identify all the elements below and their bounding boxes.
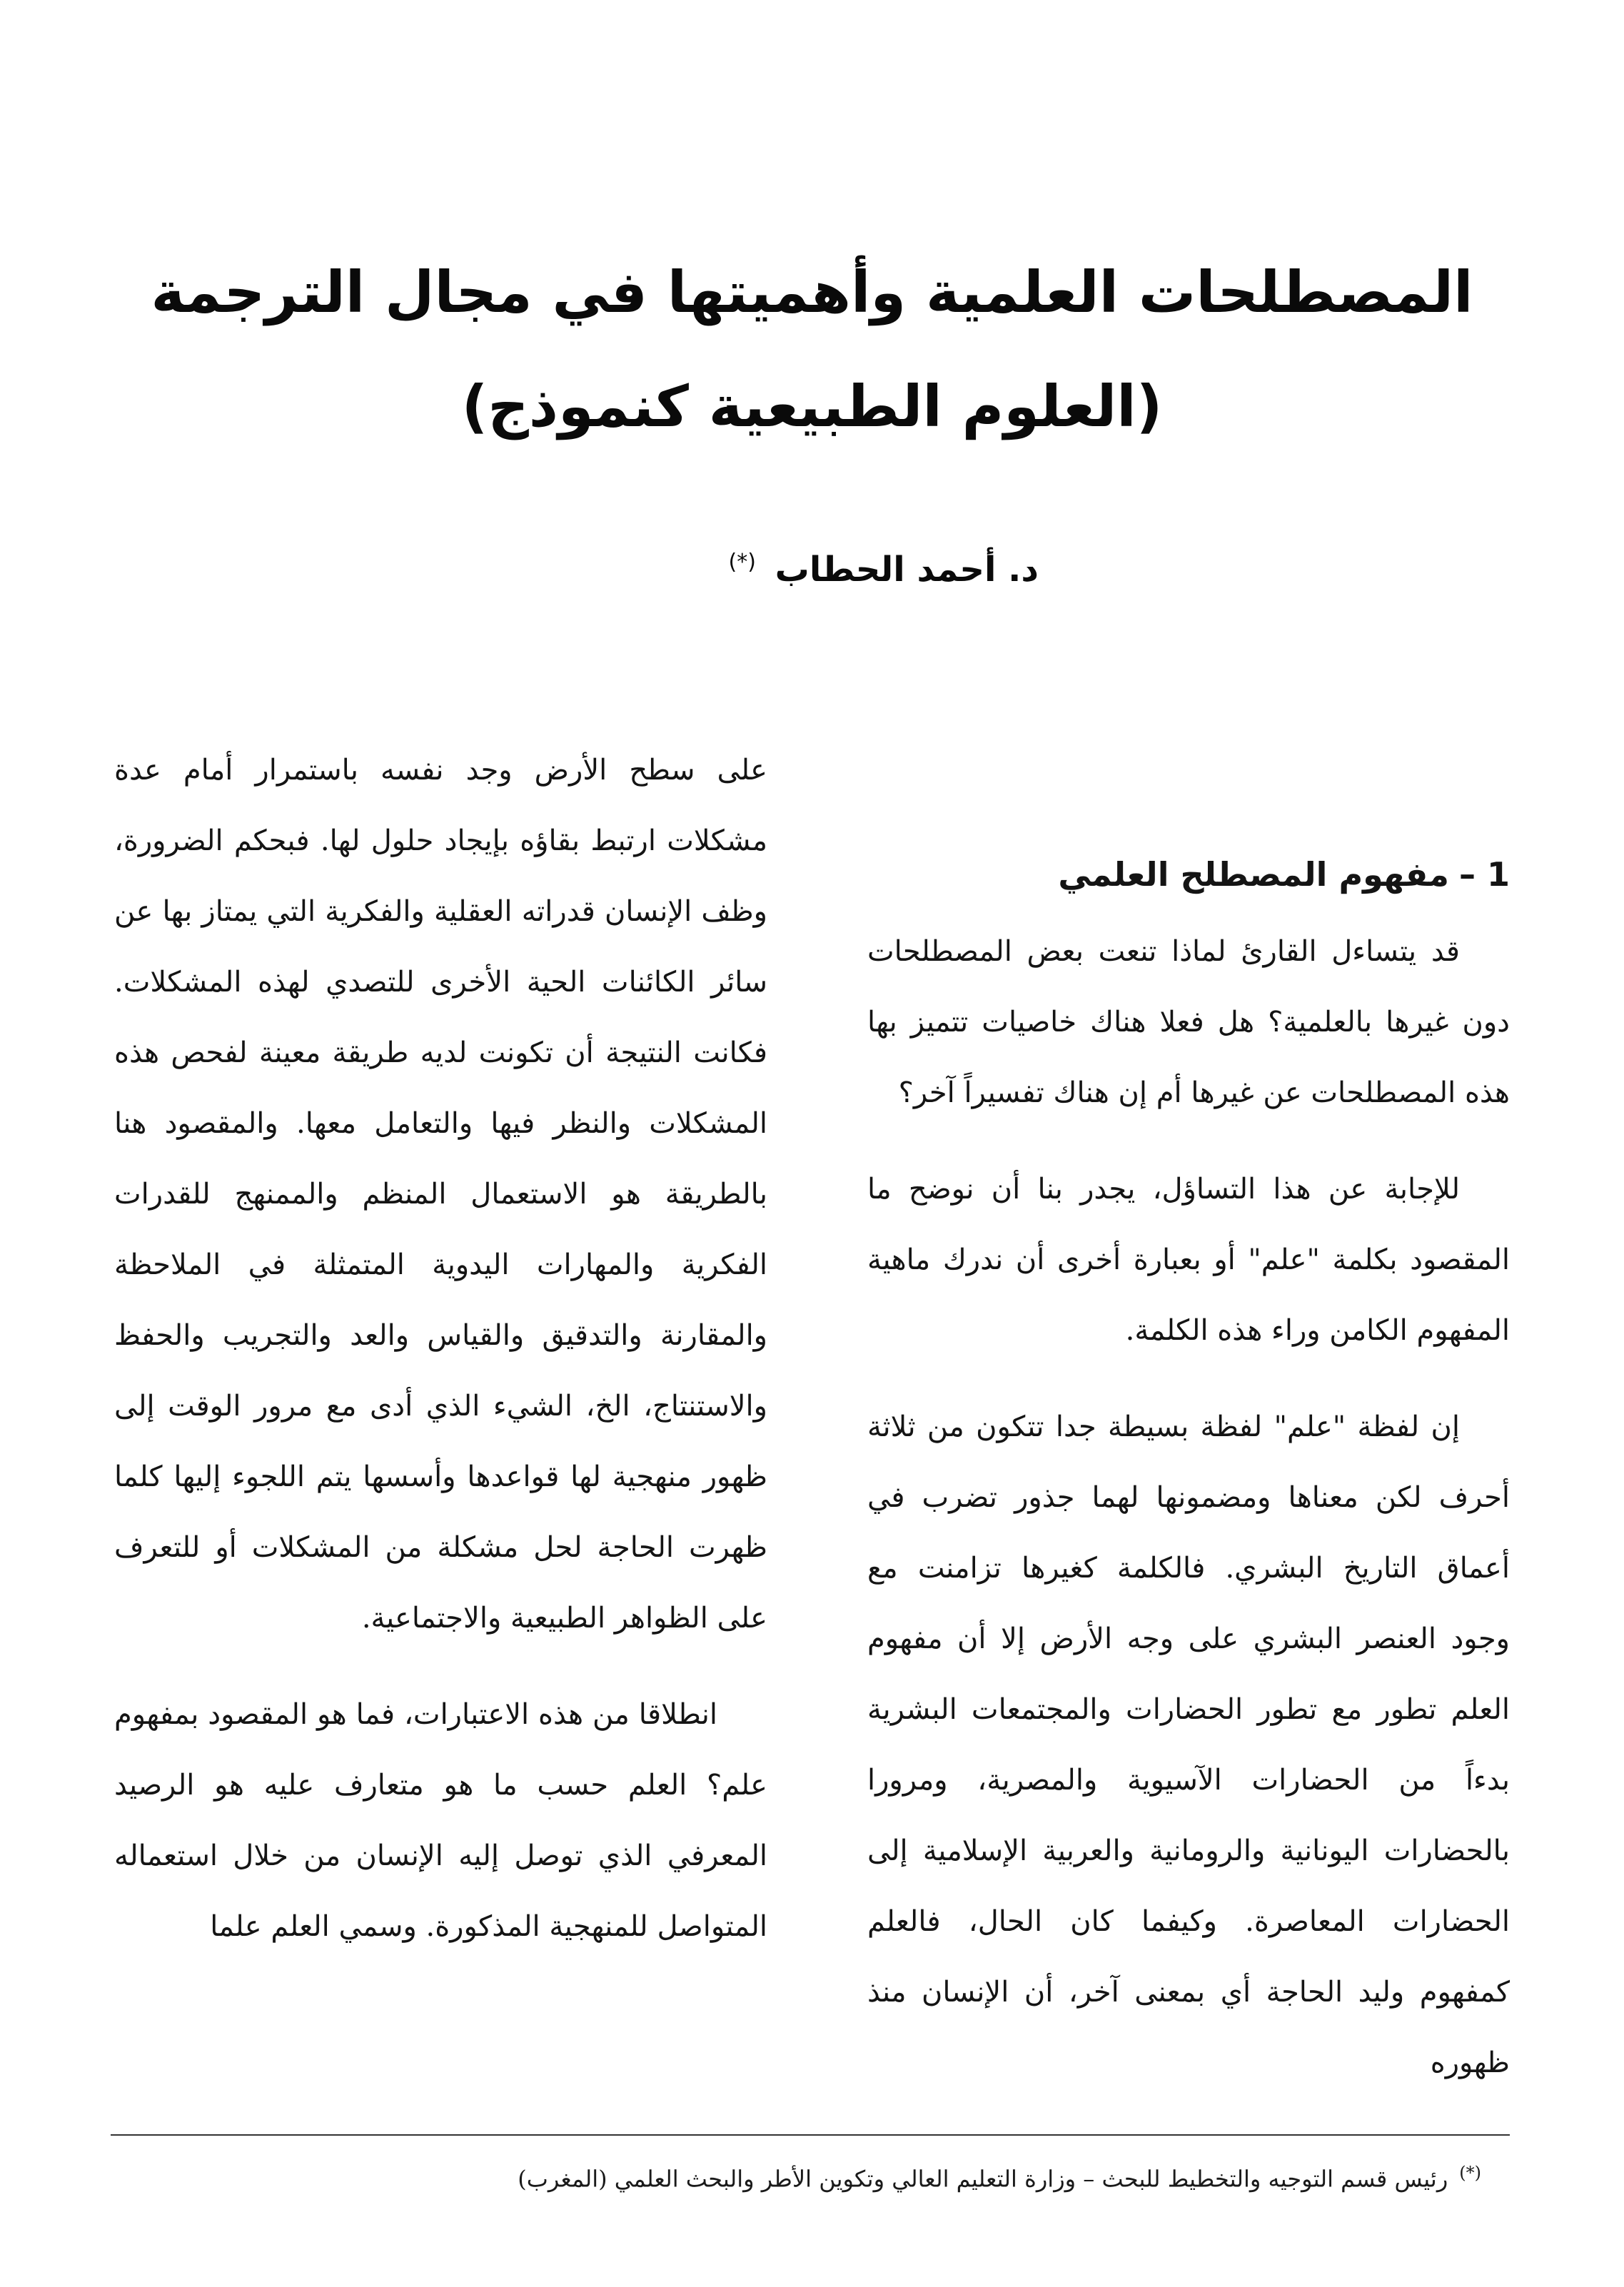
footnote-mark: (*)	[1459, 2163, 1481, 2183]
section-number: 1 –	[1458, 855, 1510, 894]
paragraph: قد يتساءل القارئ لماذا تنعت بعض المصطلحات دون غيرها بالعلمية؟ هل فعلا هناك خاصيات تتميز بها هذه المصطلحات عن غيرها أم إن هناك تفسيراً آخر؟	[867, 935, 1510, 1109]
paragraph: إن لفظة "علم" لفظة بسيطة جدا تتكون من ثلاثة أحرف لكن معناها ومضمونها لهما جذور تضرب في أعماق التاريخ البشري. فالكلمة كغيرها تزامنت مع وجود العنصر البشري على وجه الأرض إلا أن مفهوم العلم تطور مع تطور الحضارات والمجتمعات البشرية بدءاً من الحضارات الآسيوية والمصرية، ومرورا بالحضارات اليونانية والرومانية والعربية الإسلامية إلى الحضارات المعاصرة. وكيفما كان الحال، فالعلم كمفهوم وليد الحاجة أي بمعنى آخر، أن الإنسان منذ ظهوره	[867, 1410, 1510, 2079]
title-line-1: المصطلحات العلمية وأهميتها في مجال الترجمة	[151, 259, 1473, 325]
title-line-2: (العلوم الطبيعية كنموذج)	[461, 373, 1163, 440]
right-column	[867, 835, 1510, 2099]
article-title	[0, 236, 1624, 464]
author-footnote-mark: (*)	[728, 550, 756, 575]
paragraph: انطلاقا من هذه الاعتبارات، فما هو المقصود بمفهوم علم؟ العلم حسب ما هو متعارف عليه هو الرصيد المعرفي الذي توصل إليه الإنسان من خلال استعماله المتواصل للمنهجية المذكورة. وسمي العلم علما	[114, 1698, 767, 1943]
paragraph: للإجابة عن هذا التساؤل، يجدر بنا أن نوضح ما المقصود بكلمة "علم" أو بعبارة أخرى أن ندرك ماهية المفهوم الكامن وراء هذه الكلمة.	[867, 1173, 1510, 1347]
author-byline	[729, 550, 1039, 590]
footnote-divider	[111, 2134, 1510, 2136]
left-column	[114, 735, 767, 1962]
author-name: د. أحمد الحطاب	[775, 550, 1039, 590]
section-title: مفهوم المصطلح العلمي	[1058, 855, 1449, 894]
footnote-text: رئيس قسم التوجيه والتخطيط للبحث – وزارة التعليم العالي وتكوين الأطر والبحث العلمي (المغرب)	[518, 2165, 1448, 2193]
paragraph: على سطح الأرض وجد نفسه باستمرار أمام عدة مشكلات ارتبط بقاؤه بإيجاد حلول لها. فبحكم الضرورة، وظف الإنسان قدراته العقلية والفكرية التي يمتاز بها عن سائر الكائنات الحية الأخرى للتصدي لهذه المشكلات. فكانت النتيجة أن تكونت لديه طريقة معينة لفحص هذه المشكلات والنظر فيها والتعامل معها. والمقصود هنا بالطريقة هو الاستعمال المنظم والممنهج للقدرات الفكرية والمهارات اليدوية المتمثلة في الملاحظة والمقارنة والتدقيق والقياس والعد والتجريب والحفظ والاستنتاج، الخ، الشيء الذي أدى مع مرور الوقت إلى ظهور منهجية لها قواعدها وأسسها يتم اللجوء إليها كلما ظهرت الحاجة لحل مشكلة من المشكلات أو للتعرف على الظواهر الطبيعية والاجتماعية.	[114, 754, 767, 1635]
footnote	[518, 2163, 1481, 2193]
section-heading	[867, 835, 1510, 914]
